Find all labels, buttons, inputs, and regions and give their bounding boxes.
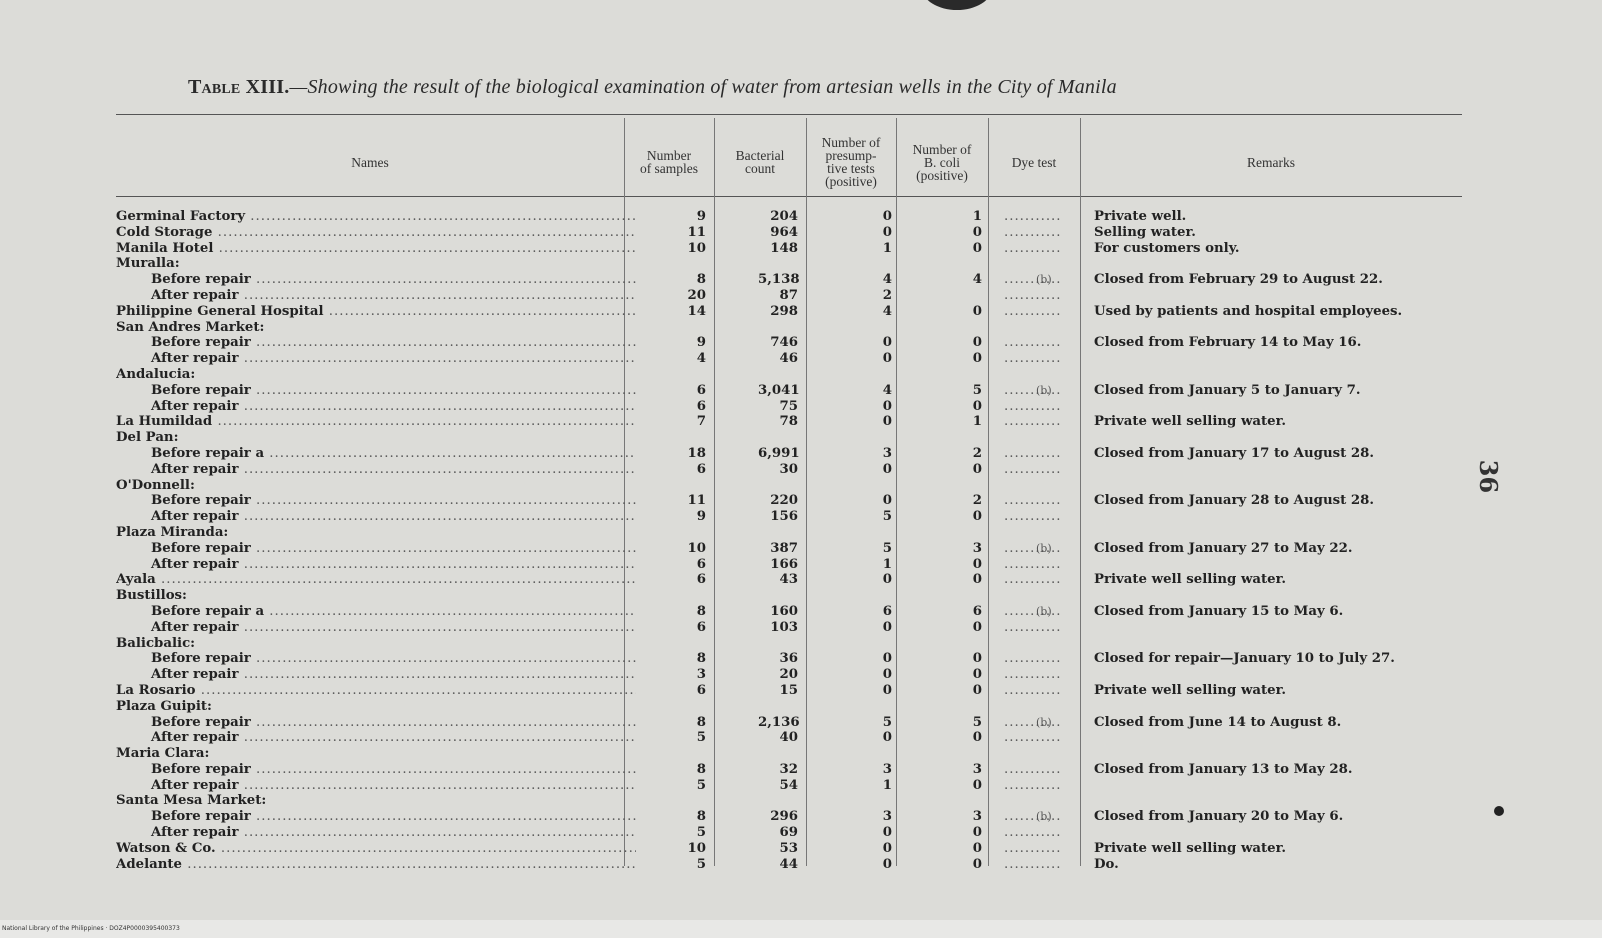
row-name: O'Donnell:	[116, 477, 195, 493]
cell-bacterial-count: 746	[770, 335, 798, 351]
table-row	[116, 525, 1462, 541]
dye-leader-dots	[1004, 841, 1086, 857]
table-row	[116, 493, 1462, 509]
header-rule	[116, 196, 1462, 197]
cell-bacterial-count: 53	[779, 840, 798, 856]
dye-leader-dots	[1004, 778, 1086, 794]
cell-samples: 8	[696, 651, 706, 667]
table-row	[116, 509, 1462, 525]
cell-bacterial-count: 69	[779, 825, 798, 841]
cell-presumptive: 0	[882, 351, 892, 367]
table-row	[116, 541, 1462, 557]
header-presumptive-tests: Number of presump- tive tests (positive)	[821, 135, 881, 189]
cell-bacterial-count: 103	[770, 619, 798, 635]
cell-presumptive: 0	[882, 209, 892, 224]
cell-dye-test: (b)	[1036, 273, 1052, 287]
row-name: Before repair .....	[116, 383, 636, 399]
table-row	[116, 241, 1462, 257]
row-name: After repair .....	[116, 667, 636, 683]
cell-presumptive: 0	[882, 493, 892, 509]
table-row	[116, 399, 1462, 415]
table-row	[116, 588, 1462, 604]
cell-presumptive: 0	[882, 825, 892, 841]
cell-bacterial-count: 387	[770, 540, 798, 556]
dye-leader-dots	[1004, 493, 1086, 509]
row-name: Germinal Factory .....	[116, 209, 636, 225]
header-bcoli: Number of B. coli (positive)	[912, 141, 972, 183]
cell-bcoli: 0	[972, 572, 982, 588]
table-row	[116, 746, 1462, 762]
cell-bcoli: 5	[972, 714, 982, 730]
cell-samples: 5	[696, 856, 706, 872]
table-row	[116, 572, 1462, 588]
cell-presumptive: 0	[882, 840, 892, 856]
cell-bcoli: 5	[972, 382, 982, 398]
cell-bcoli: 0	[972, 667, 982, 683]
cell-bacterial-count: 156	[770, 509, 798, 525]
header-bacterial-count: Bacterial count	[735, 148, 785, 176]
cell-remark: Closed for repair—January 10 to July 27.	[1094, 651, 1395, 667]
row-name: After repair .....	[116, 462, 636, 478]
cell-presumptive: 5	[882, 540, 892, 556]
cell-bcoli: 0	[972, 556, 982, 572]
table-row	[116, 667, 1462, 683]
cell-samples: 6	[696, 461, 706, 477]
table-row	[116, 478, 1462, 494]
cell-bcoli: 0	[972, 224, 982, 240]
cell-bacterial-count: 148	[770, 240, 798, 256]
row-name: Plaza Miranda:	[116, 524, 229, 540]
dye-leader-dots	[1004, 399, 1086, 415]
cell-bacterial-count: 220	[770, 493, 798, 509]
row-name: La Humildad .....	[116, 414, 636, 430]
row-name: Philippine General Hospital .....	[116, 304, 636, 320]
cell-bcoli: 0	[972, 351, 982, 367]
cell-bacterial-count: 40	[779, 730, 798, 746]
table-row	[116, 683, 1462, 699]
cell-remark: Closed from January 28 to August 28.	[1094, 493, 1375, 509]
cell-remark: Closed from February 29 to August 22.	[1094, 272, 1383, 288]
cell-samples: 10	[687, 240, 706, 256]
cell-presumptive: 4	[882, 272, 892, 288]
table-row	[116, 636, 1462, 652]
cell-bcoli: 0	[972, 619, 982, 635]
cell-samples: 6	[696, 619, 706, 635]
cell-bacterial-count: 298	[770, 303, 798, 319]
cell-bcoli: 3	[972, 761, 982, 777]
row-name: Cold Storage .....	[116, 225, 636, 241]
cell-samples: 3	[696, 667, 706, 683]
cell-bacterial-count: 32	[779, 761, 798, 777]
cell-samples: 5	[696, 730, 706, 746]
cell-presumptive: 1	[882, 240, 892, 256]
cell-samples: 6	[696, 398, 706, 414]
cell-presumptive: 1	[882, 777, 892, 793]
cell-bcoli: 0	[972, 461, 982, 477]
dye-leader-dots	[1004, 209, 1086, 225]
cell-presumptive: 0	[882, 619, 892, 635]
page-number: 36	[1474, 459, 1504, 494]
row-name: Before repair a .....	[116, 446, 636, 462]
cell-presumptive: 2	[882, 287, 892, 303]
cell-presumptive: 5	[882, 509, 892, 525]
table-row	[116, 809, 1462, 825]
dye-leader-dots	[1004, 557, 1086, 573]
cell-remark: Private well selling water.	[1094, 840, 1287, 856]
cell-bacterial-count: 3,041	[758, 382, 800, 398]
cell-bcoli: 0	[972, 335, 982, 351]
cell-samples: 10	[687, 540, 706, 556]
table-row	[116, 320, 1462, 336]
cell-bcoli: 0	[972, 730, 982, 746]
row-name: After repair .....	[116, 288, 636, 304]
row-name: Watson & Co. .....	[116, 841, 636, 857]
row-name: Before repair .....	[116, 651, 636, 667]
cell-samples: 11	[687, 493, 706, 509]
cell-bacterial-count: 87	[779, 287, 798, 303]
cell-presumptive: 3	[882, 761, 892, 777]
row-name: After repair .....	[116, 351, 636, 367]
header-dye-test: Dye test	[1011, 154, 1057, 170]
cell-samples: 10	[687, 840, 706, 856]
cell-bacterial-count: 160	[770, 603, 798, 619]
table-row	[116, 620, 1462, 636]
cell-bcoli: 2	[972, 493, 982, 509]
cell-samples: 14	[687, 303, 706, 319]
table-row	[116, 367, 1462, 383]
cell-bacterial-count: 78	[779, 414, 798, 430]
cell-bacterial-count: 2,136	[758, 714, 800, 730]
cell-remark: Closed from January 5 to January 7.	[1094, 382, 1361, 398]
row-name: Adelante .....	[116, 857, 636, 873]
dye-leader-dots	[1004, 857, 1086, 873]
cell-remark: Closed from February 14 to May 16.	[1094, 335, 1362, 351]
cell-presumptive: 0	[882, 461, 892, 477]
cell-samples: 8	[696, 809, 706, 825]
cell-bacterial-count: 20	[779, 667, 798, 683]
dye-leader-dots	[1004, 225, 1086, 241]
dye-leader-dots	[1004, 825, 1086, 841]
scan-footer: National Library of the Philippines · DOZ4P0000395400373	[0, 920, 1602, 938]
cell-bacterial-count: 43	[779, 572, 798, 588]
row-name: Before repair a .....	[116, 604, 636, 620]
table-row	[116, 225, 1462, 241]
row-name: Before repair .....	[116, 272, 636, 288]
cell-bcoli: 3	[972, 540, 982, 556]
cell-samples: 6	[696, 382, 706, 398]
dye-leader-dots	[1004, 509, 1086, 525]
header-samples: Number of samples	[639, 148, 699, 176]
cell-samples: 9	[696, 209, 706, 224]
cell-bcoli: 0	[972, 303, 982, 319]
table-row	[116, 730, 1462, 746]
row-name: Andalucia:	[116, 366, 196, 382]
cell-remark: Closed from January 27 to May 22.	[1094, 540, 1353, 556]
dye-leader-dots	[1004, 351, 1086, 367]
row-name: Plaza Guipit:	[116, 698, 212, 714]
row-name: Del Pan:	[116, 430, 179, 446]
cell-remark: For customers only.	[1094, 240, 1240, 256]
cell-bcoli: 0	[972, 825, 982, 841]
row-name: La Rosario .....	[116, 683, 636, 699]
cell-remark: Used by patients and hospital employees.	[1094, 303, 1403, 319]
cell-dye-test: (b)	[1036, 604, 1052, 618]
table-body	[116, 209, 1462, 872]
dye-leader-dots	[1004, 620, 1086, 636]
cell-bcoli: 0	[972, 840, 982, 856]
cell-remark: Private well selling water.	[1094, 682, 1287, 698]
row-name: Before repair .....	[116, 762, 636, 778]
table-row	[116, 762, 1462, 778]
cell-bacterial-count: 46	[779, 351, 798, 367]
row-name: Muralla:	[116, 256, 180, 272]
row-name: Santa Mesa Market:	[116, 793, 267, 809]
cell-presumptive: 0	[882, 414, 892, 430]
cell-samples: 20	[687, 287, 706, 303]
cell-presumptive: 0	[882, 224, 892, 240]
cell-samples: 6	[696, 572, 706, 588]
cell-samples: 8	[696, 272, 706, 288]
cell-remark: Closed from January 13 to May 28.	[1094, 761, 1353, 777]
cell-presumptive: 4	[882, 303, 892, 319]
cell-bacterial-count: 5,138	[758, 272, 800, 288]
cell-presumptive: 3	[882, 809, 892, 825]
cell-bcoli: 0	[972, 651, 982, 667]
dye-leader-dots	[1004, 462, 1086, 478]
cell-presumptive: 0	[882, 682, 892, 698]
row-name: Before repair .....	[116, 335, 636, 351]
cell-bacterial-count: 964	[770, 224, 798, 240]
row-name: Before repair .....	[116, 715, 636, 731]
table-row	[116, 351, 1462, 367]
table-row	[116, 256, 1462, 272]
cell-remark: Do.	[1094, 856, 1119, 872]
ink-blot	[922, 0, 992, 10]
cell-samples: 8	[696, 761, 706, 777]
table-row	[116, 778, 1462, 794]
cell-bcoli: 0	[972, 856, 982, 872]
row-name: Balicbalic:	[116, 635, 196, 651]
cell-presumptive: 3	[882, 445, 892, 461]
cell-dye-test: (b)	[1036, 541, 1052, 555]
cell-presumptive: 5	[882, 714, 892, 730]
cell-presumptive: 0	[882, 667, 892, 683]
cell-presumptive: 0	[882, 572, 892, 588]
dye-leader-dots	[1004, 762, 1086, 778]
table-row	[116, 793, 1462, 809]
cell-samples: 18	[687, 445, 706, 461]
header-names: Names	[351, 154, 389, 170]
row-name: After repair .....	[116, 557, 636, 573]
dye-leader-dots	[1004, 414, 1086, 430]
cell-samples: 4	[696, 351, 706, 367]
row-name: After repair .....	[116, 620, 636, 636]
dye-leader-dots	[1004, 683, 1086, 699]
cell-presumptive: 0	[882, 651, 892, 667]
table-row	[116, 841, 1462, 857]
cell-remark: Closed from June 14 to August 8.	[1094, 714, 1342, 730]
table-row	[116, 304, 1462, 320]
cell-bacterial-count: 166	[770, 556, 798, 572]
cell-bcoli: 0	[972, 509, 982, 525]
table-row	[116, 825, 1462, 841]
cell-bacterial-count: 44	[779, 856, 798, 872]
table-title-caption: —Showing the result of the biological examination of water from artesian wells in the City of Manila	[289, 76, 1117, 98]
table-row	[116, 699, 1462, 715]
dye-leader-dots	[1004, 304, 1086, 320]
cell-bacterial-count: 36	[779, 651, 798, 667]
row-name: After repair .....	[116, 778, 636, 794]
cell-bcoli: 3	[972, 809, 982, 825]
row-name: Ayala .....	[116, 572, 636, 588]
dye-leader-dots	[1004, 288, 1086, 304]
cell-remark: Closed from January 20 to May 6.	[1094, 809, 1344, 825]
row-name: After repair .....	[116, 399, 636, 415]
cell-bacterial-count: 6,991	[758, 445, 800, 461]
cell-presumptive: 0	[882, 856, 892, 872]
cell-bacterial-count: 75	[779, 398, 798, 414]
dye-leader-dots	[1004, 730, 1086, 746]
cell-bacterial-count: 204	[770, 209, 798, 224]
header-remarks: Remarks	[1247, 154, 1295, 170]
cell-bcoli: 4	[972, 272, 982, 288]
cell-bcoli: 0	[972, 240, 982, 256]
cell-bcoli: 0	[972, 777, 982, 793]
table-row	[116, 857, 1462, 873]
cell-samples: 9	[696, 509, 706, 525]
table-row	[116, 288, 1462, 304]
row-name: After repair .....	[116, 825, 636, 841]
cell-samples: 11	[687, 224, 706, 240]
cell-presumptive: 0	[882, 398, 892, 414]
table-row	[116, 414, 1462, 430]
row-name: Before repair .....	[116, 493, 636, 509]
cell-remark: Selling water.	[1094, 224, 1196, 240]
cell-samples: 9	[696, 335, 706, 351]
cell-samples: 7	[696, 414, 706, 430]
row-name: After repair .....	[116, 730, 636, 746]
cell-bcoli: 1	[972, 209, 982, 224]
cell-remark: Private well.	[1094, 209, 1187, 224]
cell-presumptive: 6	[882, 603, 892, 619]
table-row	[116, 430, 1462, 446]
cell-bcoli: 6	[972, 603, 982, 619]
row-name: San Andres Market:	[116, 319, 265, 335]
table-title-lead: Table XIII.	[188, 76, 290, 98]
top-rule	[116, 114, 1462, 115]
cell-remark: Closed from January 17 to August 28.	[1094, 445, 1375, 461]
cell-dye-test: (b)	[1036, 715, 1052, 729]
cell-samples: 8	[696, 714, 706, 730]
table-row	[116, 462, 1462, 478]
cell-samples: 5	[696, 825, 706, 841]
dye-leader-dots	[1004, 241, 1086, 257]
row-name: Maria Clara:	[116, 746, 210, 762]
dye-leader-dots	[1004, 446, 1086, 462]
dye-leader-dots	[1004, 335, 1086, 351]
cell-samples: 8	[696, 603, 706, 619]
cell-remark: Closed from January 15 to May 6.	[1094, 603, 1344, 619]
cell-bacterial-count: 15	[779, 682, 798, 698]
cell-presumptive: 4	[882, 382, 892, 398]
row-name: Before repair .....	[116, 809, 636, 825]
cell-bcoli: 0	[972, 682, 982, 698]
ink-dot	[1494, 806, 1504, 816]
row-name: Before repair .....	[116, 541, 636, 557]
cell-bcoli: 2	[972, 445, 982, 461]
cell-bcoli: 0	[972, 398, 982, 414]
cell-presumptive: 0	[882, 335, 892, 351]
cell-bacterial-count: 296	[770, 809, 798, 825]
cell-dye-test: (b)	[1036, 383, 1052, 397]
cell-samples: 5	[696, 777, 706, 793]
dye-leader-dots	[1004, 651, 1086, 667]
table-row	[116, 383, 1462, 399]
row-name: After repair .....	[116, 509, 636, 525]
cell-bcoli: 1	[972, 414, 982, 430]
table-row	[116, 335, 1462, 351]
cell-presumptive: 0	[882, 730, 892, 746]
cell-samples: 6	[696, 556, 706, 572]
table-row	[116, 651, 1462, 667]
table-row	[116, 557, 1462, 573]
table-row	[116, 604, 1462, 620]
table-title	[188, 76, 1428, 99]
cell-dye-test: (b)	[1036, 810, 1052, 824]
cell-samples: 6	[696, 682, 706, 698]
table-row	[116, 446, 1462, 462]
table-row	[116, 209, 1462, 225]
cell-remark: Private well selling water.	[1094, 572, 1287, 588]
table-row	[116, 715, 1462, 731]
dye-leader-dots	[1004, 667, 1086, 683]
row-name: Manila Hotel .....	[116, 241, 636, 257]
cell-remark: Private well selling water.	[1094, 414, 1287, 430]
dye-leader-dots	[1004, 572, 1086, 588]
cell-bacterial-count: 54	[779, 777, 798, 793]
table-row	[116, 272, 1462, 288]
cell-presumptive: 1	[882, 556, 892, 572]
row-name: Bustillos:	[116, 588, 187, 604]
cell-bacterial-count: 30	[779, 461, 798, 477]
